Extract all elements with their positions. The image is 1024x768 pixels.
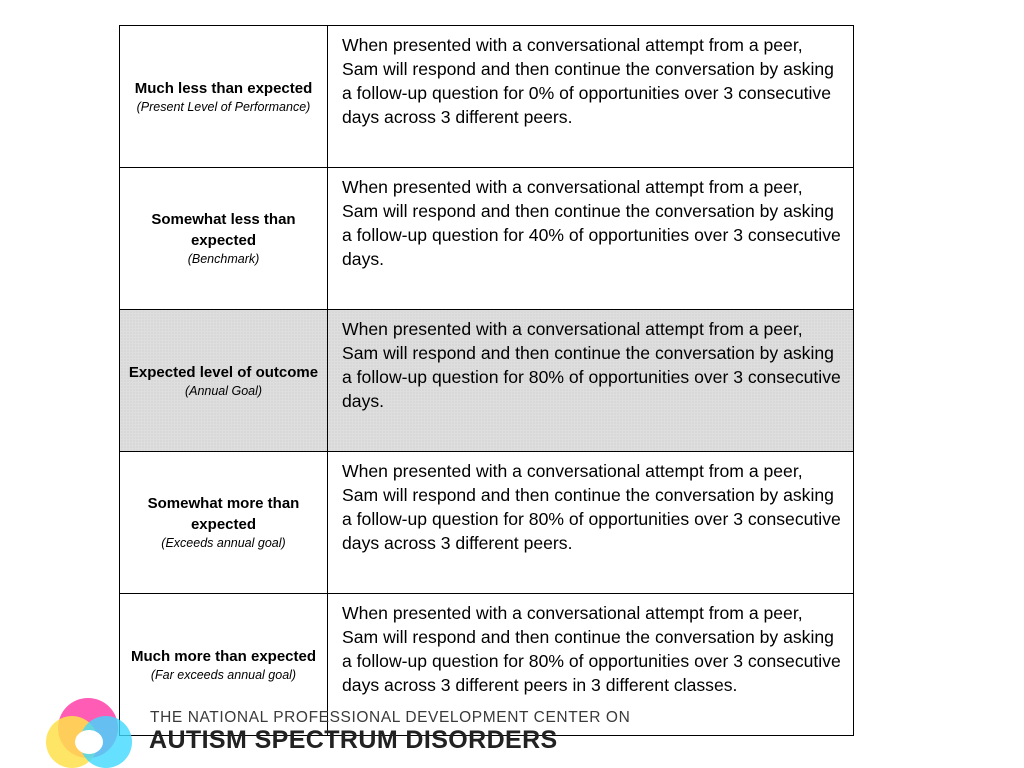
- level-cell: [120, 452, 328, 594]
- footer-org-line1: THE NATIONAL PROFESSIONAL DEVELOPMENT CENTER ON: [150, 709, 631, 726]
- level-sublabel: (Present Level of Performance): [136, 99, 311, 114]
- level-sublabel: (Exceeds annual goal): [161, 536, 286, 550]
- description-cell: When presented with a conversational attempt from a peer, Sam will respond and then continue the conversation by asking a follow-up question for 80% of opportunities over 3 consecutive days across 3 different peers.: [328, 452, 854, 594]
- level-title: Somewhat less than expected: [151, 211, 296, 249]
- logo-center-white: [75, 730, 103, 754]
- level-sublabel: (Far exceeds annual goal): [150, 667, 297, 682]
- table-row: [120, 168, 854, 310]
- level-title: Much less than expected: [134, 79, 313, 97]
- table-row: [120, 452, 854, 594]
- description-cell: When presented with a conversational attempt from a peer, Sam will respond and then continue the conversation by asking a follow-up question for 80% of opportunities over 3 consecutive days across 3 different peers in 3 different classes.: [328, 594, 854, 736]
- level-cell: [120, 310, 328, 452]
- description-cell: When presented with a conversational attempt from a peer, Sam will respond and then continue the conversation by asking a follow-up question for 40% of opportunities over 3 consecutive days.: [328, 168, 854, 310]
- table-row-highlighted: [120, 310, 854, 452]
- level-cell: [120, 26, 328, 168]
- level-sublabel: (Benchmark): [187, 252, 260, 266]
- level-title: Much more than expected: [130, 647, 317, 665]
- footer-org-line2: AUTISM SPECTRUM DISORDERS: [149, 726, 558, 754]
- level-title: Expected level of outcome: [128, 363, 319, 381]
- level-title: Somewhat more than expected: [147, 495, 300, 533]
- level-cell: [120, 168, 328, 310]
- description-cell: When presented with a conversational attempt from a peer, Sam will respond and then continue the conversation by asking a follow-up question for 80% of opportunities over 3 consecutive days.: [328, 310, 854, 452]
- level-sublabel: (Annual Goal): [184, 383, 263, 398]
- goal-attainment-scale-table: [119, 25, 854, 736]
- table-row: [120, 26, 854, 168]
- description-cell: When presented with a conversational attempt from a peer, Sam will respond and then continue the conversation by asking a follow-up question for 0% of opportunities over 3 consecutive days across 3 different peers.: [328, 26, 854, 168]
- overlapping-circles-logo-icon: [40, 694, 136, 768]
